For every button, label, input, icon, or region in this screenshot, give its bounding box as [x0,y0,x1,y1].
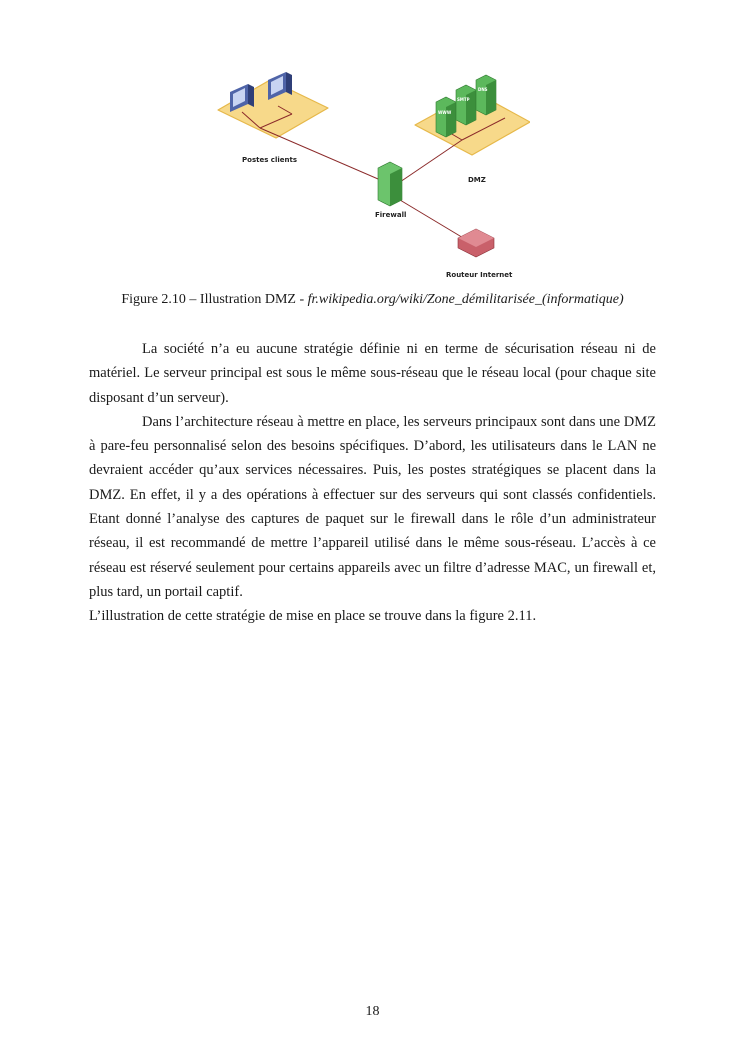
label-dmz: DMZ [468,176,486,184]
label-firewall: Firewall [375,211,407,219]
link-firewall-dmz [400,140,462,182]
body-text [89,337,656,629]
server-dns-label: DNS [478,87,488,92]
server-www-label: WWW [438,110,452,115]
paragraph-3: L’illustration de cette stratégie de mise en place se trouve dans la figure 2.11. [89,608,537,625]
server-www-icon [436,97,456,137]
label-routeur-internet: Routeur Internet [446,271,513,279]
server-smtp-label: SMTP [457,97,470,102]
router-icon [458,229,494,257]
label-postes-clients: Postes clients [242,156,297,164]
paragraph-2: Dans l’architecture réseau à mettre en place, les serveurs principaux sont dans une DMZ à pare-feu personnalisé selon des besoins spécifiques. D’abord, les utilisateurs dans le LAN ne devraient accéder qu’aux services nécessaires. Puis, les postes stratégiques se placent dans la DMZ. En effet, il y a des opérations à effectuer sur des serveurs qui sont classés confidentiels. Etant donné l’analyse des captures de paquet sur le firewall dans le rôle d’un administrateur réseau, il est recommandé de mettre l’appareil utilisé dans le même sous-réseau. L’accès à ce réseau est réservé seulement pour certains appareils avec un filtre d’adresse MAC, un firewall et, plus tard, un portail captif. [89,413,656,600]
dmz-diagram-svg [200,70,530,285]
firewall-icon [378,162,402,206]
server-smtp-icon [456,85,476,125]
link-firewall-router [400,200,470,242]
link-clients-firewall [260,128,385,182]
caption-prefix: Figure 2.10 – Illustration DMZ - [121,292,308,307]
server-dns-icon [476,75,496,115]
dmz-diagram [200,70,530,285]
figure-caption [0,292,745,308]
caption-source: fr.wikipedia.org/wiki/Zone_démilitarisée_(informatique) [307,292,624,307]
paragraph-1: La société n’a eu aucune stratégie définie ni en terme de sécurisation réseau ni de matériel. Le serveur principal est sous le même sous-réseau que le réseau local (pour chaque site disposant d’un serveur). [89,341,656,406]
page-number: 18 [365,1004,380,1019]
